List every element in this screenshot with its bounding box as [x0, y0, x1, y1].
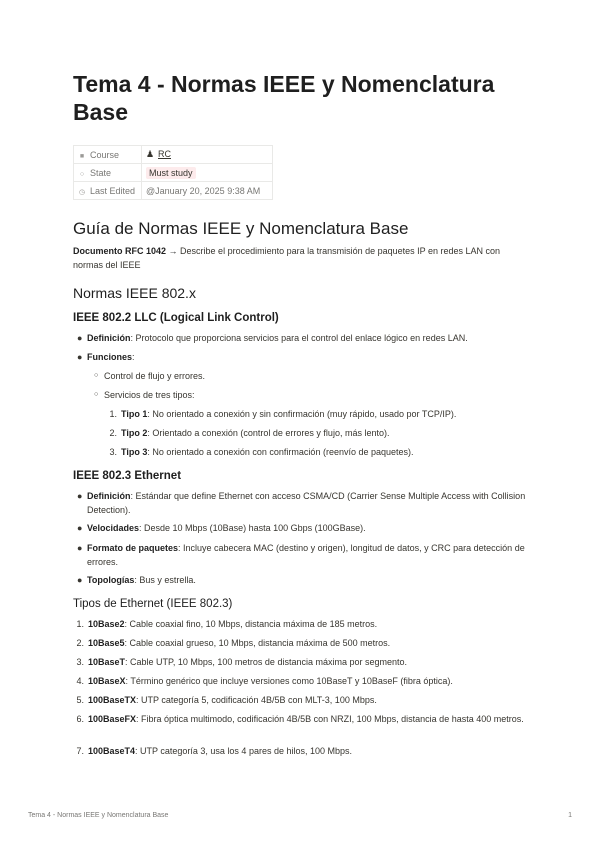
section-heading-normas: Normas IEEE 802.x: [73, 285, 196, 301]
list-item: 1. Tipo 1: No orientado a conexión y sin confirmación (muy rápido, usado por TCP/IP).: [109, 409, 457, 419]
state-badge: Must study: [146, 167, 196, 179]
heading-802-3: IEEE 802.3 Ethernet: [73, 470, 182, 482]
circle-bullet-icon: ○: [94, 391, 99, 398]
list-item: 4. 10BaseX: Término genérico que incluye versiones como 10BaseT y 10BaseF (fibra óptica).: [76, 676, 453, 686]
page-number: 1: [568, 812, 572, 819]
arrow-icon: →: [168, 246, 178, 256]
property-row-last-edited: [74, 182, 273, 200]
property-row-state: [74, 164, 273, 182]
bullet-icon: ●: [77, 543, 83, 553]
heading-tipos-ethernet: Tipos de Ethernet (IEEE 802.3): [73, 598, 233, 610]
properties-table: [73, 145, 273, 200]
list-item: 2. Tipo 2: Orientado a conexión (control de errores y flujo, más lento).: [109, 428, 390, 438]
property-key: State: [90, 167, 112, 178]
people-icon: ♟: [146, 149, 155, 159]
list-item: ● Formato de paquetes: Incluye cabecera MAC (destino y origen), longitud de datos, y CRC para detección de errores.: [77, 543, 525, 567]
list-item: 7. 100BaseT4: UTP categoría 3, usa los 4 pares de hilos, 100 Mbps.: [76, 746, 353, 756]
list-item: 3. Tipo 3: No orientado a conexión con confirmación (reenvío de paquetes).: [109, 447, 414, 457]
course-icon: ■: [79, 152, 85, 160]
property-row-course: [74, 146, 273, 164]
property-key: Course: [90, 149, 120, 160]
list-item: ○ Control de flujo y errores.: [94, 371, 206, 381]
list-item: ● Topologías: Bus y estrella.: [77, 575, 196, 585]
section-heading-guia: Guía de Normas IEEE y Nomenclatura Base: [73, 219, 409, 238]
bullet-icon: ●: [77, 575, 83, 585]
last-edited-value: @January 20, 2025 9:38 AM: [146, 185, 261, 196]
list-item: ● Velocidades: Desde 10 Mbps (10Base) hasta 100 Gbps (100GBase).: [77, 523, 366, 533]
bullet-icon: ●: [77, 352, 83, 362]
list-item: 5. 100BaseTX: UTP categoría 5, codificación 4B/5B con MLT-3, 100 Mbps.: [76, 695, 377, 705]
bullet-icon: ●: [77, 491, 83, 501]
clock-icon: ◷: [78, 188, 86, 196]
list-item: 2. 10Base5: Cable coaxial grueso, 10 Mbps, distancia máxima de 500 metros.: [76, 638, 391, 648]
property-key: Last Edited: [90, 185, 136, 196]
heading-802-2: IEEE 802.2 LLC (Logical Link Control): [73, 312, 279, 324]
list-item: ● Definición: Protocolo que proporciona servicios para el control del enlace lógico en redes LAN.: [77, 333, 468, 343]
list-item: ● Definición: Estándar que define Ethernet con acceso CSMA/CD (Carrier Sense Multiple Access with Collision Detection).: [77, 491, 526, 515]
bullet-icon: ●: [77, 523, 83, 533]
list-item: 1. 10Base2: Cable coaxial fino, 10 Mbps, distancia máxima de 185 metros.: [76, 619, 378, 629]
list-item: 6. 100BaseFX: Fibra óptica multimodo, codificación 4B/5B con NRZI, 100 Mbps, distancia de hasta 400 metros.: [76, 714, 524, 724]
list-item: 3. 10BaseT: Cable UTP, 10 Mbps, 100 metros de distancia máxima por segmento.: [76, 657, 408, 667]
page-title: Tema 4 - Normas IEEE y Nomenclatura Base: [73, 71, 495, 125]
circle-bullet-icon: ○: [94, 372, 99, 379]
footer-title: Tema 4 - Normas IEEE y Nomenclatura Base: [28, 812, 169, 819]
intro-paragraph: Documento RFC 1042 → Describe el procedimiento para la transmisión de paquetes IP en redes LAN con normas del IEEE: [73, 246, 501, 270]
list-item: ● Funciones:: [77, 352, 135, 362]
list-item: ○ Servicios de tres tipos:: [94, 390, 195, 400]
state-icon: ○: [79, 170, 85, 178]
course-link[interactable]: RC: [158, 149, 171, 159]
rfc-label: Documento RFC 1042: [73, 246, 167, 256]
bullet-icon: ●: [77, 333, 83, 343]
